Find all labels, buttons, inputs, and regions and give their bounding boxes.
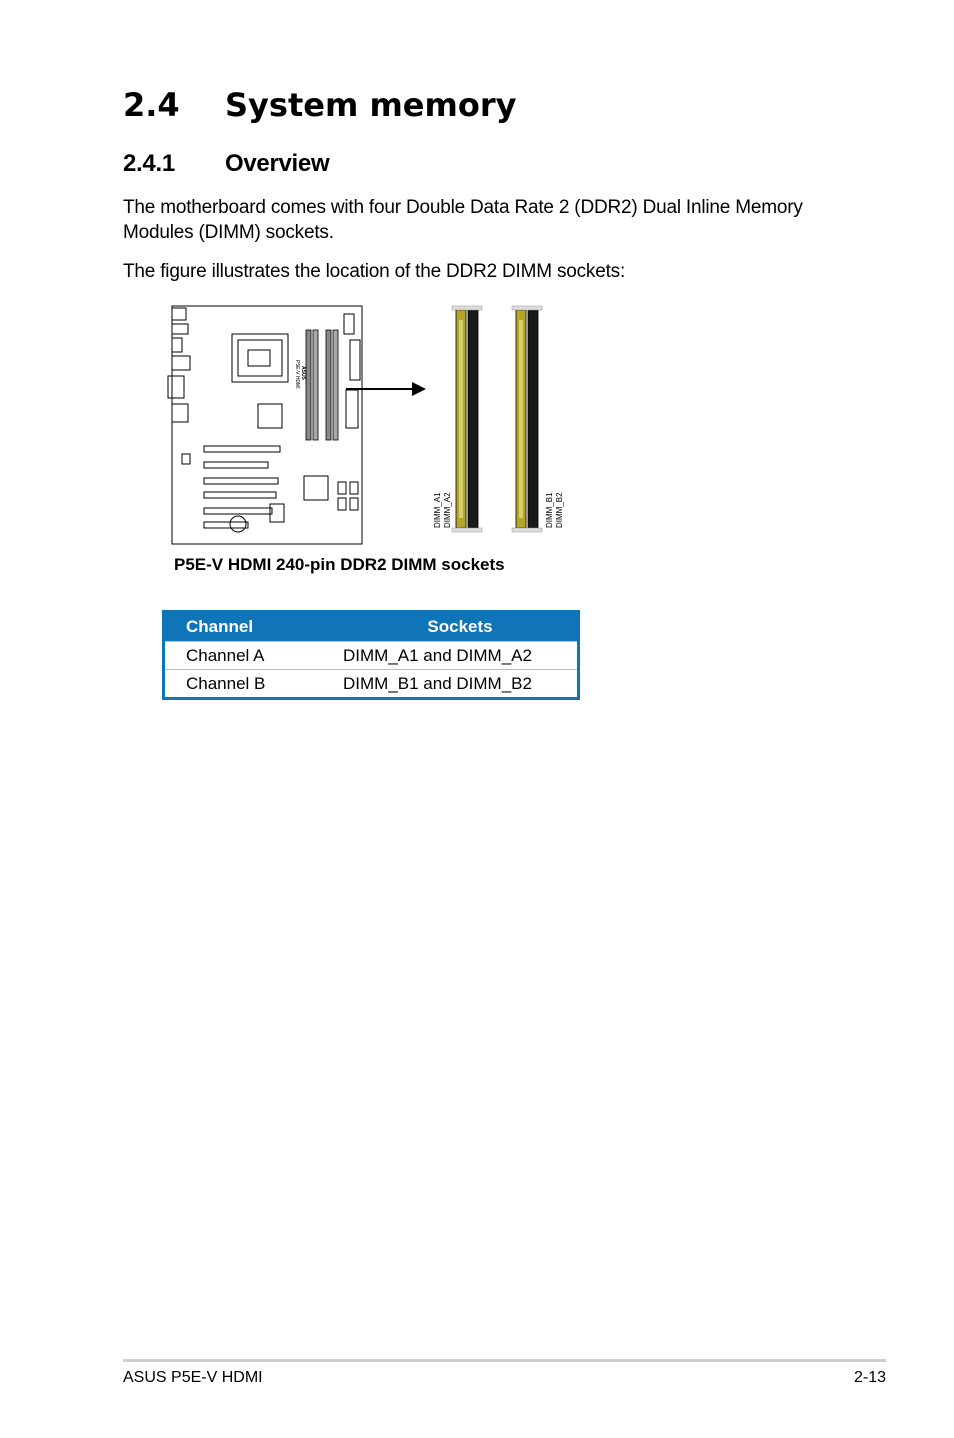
zoomed-dimm-slots	[452, 306, 542, 532]
figure-caption: P5E-V HDMI 240-pin DDR2 DIMM sockets	[174, 555, 505, 574]
cell-channel: Channel B	[164, 670, 344, 699]
brand-label: ASUS	[300, 366, 306, 380]
table-row	[164, 642, 579, 670]
section-title: System memory	[225, 86, 517, 124]
table-header-row	[164, 612, 579, 642]
intro-paragraph: The motherboard comes with four Double Data Rate 2 (DDR2) Dual Inline Memory Modules (DIMM) sockets.	[123, 197, 803, 243]
subsection-title: Overview	[225, 150, 330, 177]
table-row	[164, 670, 579, 699]
cell-sockets: DIMM_A1 and DIMM_A2	[343, 642, 579, 670]
dimm-location-figure	[160, 300, 600, 550]
subsection-heading	[123, 150, 329, 178]
footer-divider	[123, 1359, 886, 1362]
socket-label-b2: DIMM_B2	[555, 492, 564, 528]
board-label: P5E-V HDMI	[294, 360, 300, 389]
subsection-number: 2.4.1	[123, 150, 175, 177]
page-number: 2-13	[853, 1369, 886, 1386]
footer-title: ASUS P5E-V HDMI	[123, 1369, 263, 1386]
socket-label-b1: DIMM_B1	[545, 492, 554, 528]
socket-label-a2: DIMM_A2	[443, 492, 452, 528]
figure-intro-paragraph: The figure illustrates the location of the DDR2 DIMM sockets:	[123, 261, 626, 282]
header-channel: Channel	[164, 612, 344, 642]
section-number: 2.4	[123, 86, 180, 124]
cell-channel: Channel A	[164, 642, 344, 670]
section-heading	[123, 86, 516, 124]
cell-sockets: DIMM_B1 and DIMM_B2	[343, 670, 579, 699]
channel-table	[162, 610, 580, 700]
board-dimm-slots	[306, 330, 338, 440]
header-sockets: Sockets	[343, 612, 579, 642]
socket-label-a1: DIMM_A1	[433, 492, 442, 528]
